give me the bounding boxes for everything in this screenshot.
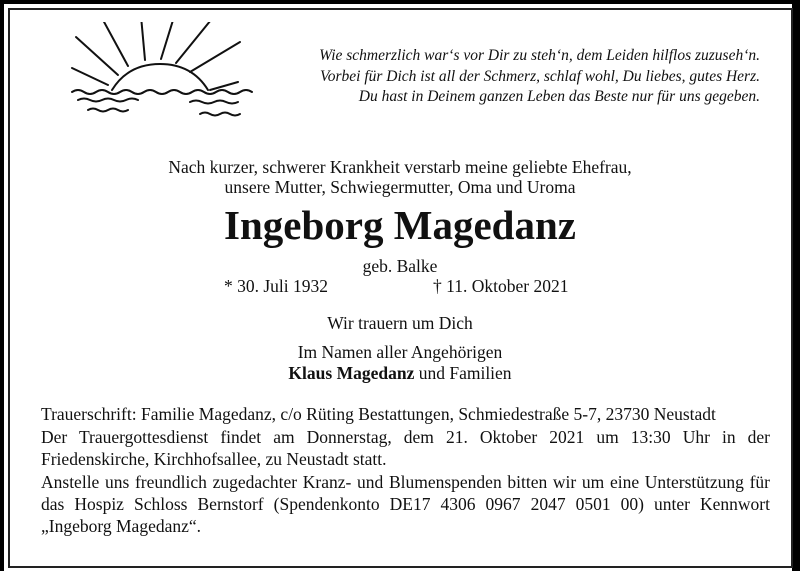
deceased-name: Ingeborg Magedanz xyxy=(224,202,576,248)
death-date: † 11. Oktober 2021 xyxy=(433,276,569,296)
mourning-line: Wir trauern um Dich xyxy=(327,313,473,333)
poem-line: Vorbei für Dich ist all der Schmerz, schlaf wohl, Du liebes, gutes Herz. xyxy=(320,67,760,85)
maiden-name: geb. Balke xyxy=(362,256,438,276)
donation-paragraph: Anstelle uns freundlich zugedachter Kranz- und Blumenspenden bitten wir um eine Unterstützung für das Hospiz Schloss Bernstorf (Spendenkonto DE17 4306 0967 2047 0501 00) unter Kennwort „Ingeborg Magedanz“. xyxy=(41,472,770,536)
intro-text xyxy=(0,157,800,197)
details-section xyxy=(41,403,770,538)
birth-date: * 30. Juli 1932 xyxy=(224,276,329,296)
on-behalf-line: Im Namen aller Angehörigen xyxy=(297,342,503,362)
address-paragraph: Trauerschrift: Familie Magedanz, c/o Rüting Bestattungen, Schmiedestraße 5-7, 23730 Neustadt xyxy=(41,404,716,424)
intro-line-1: Nach kurzer, schwerer Krankheit verstarb meine geliebte Ehefrau, xyxy=(168,157,632,177)
poem xyxy=(319,46,760,108)
outer-border-right xyxy=(795,0,800,571)
intro-line-2: unsere Mutter, Schwiegermutter, Oma und Uroma xyxy=(224,177,576,197)
rising-sun-over-water-icon xyxy=(60,22,260,122)
signature-block xyxy=(0,342,800,384)
poem-line: Du hast in Deinem ganzen Leben das Beste nur für uns gegeben. xyxy=(358,88,760,105)
signer-suffix: und Familien xyxy=(414,363,512,383)
poem-line: Wie schmerzlich war‘s vor Dir zu steh‘n, dem Leiden hilflos zuzuseh‘n. xyxy=(319,47,760,64)
signer-line xyxy=(0,363,800,384)
signer-name: Klaus Magedanz xyxy=(288,363,415,383)
service-paragraph: Der Trauergottesdienst findet am Donnerstag, dem 21. Oktober 2021 um 13:30 Uhr in der Friedenskirche, Kirchhofsallee, zu Neustadt statt. xyxy=(41,427,770,469)
